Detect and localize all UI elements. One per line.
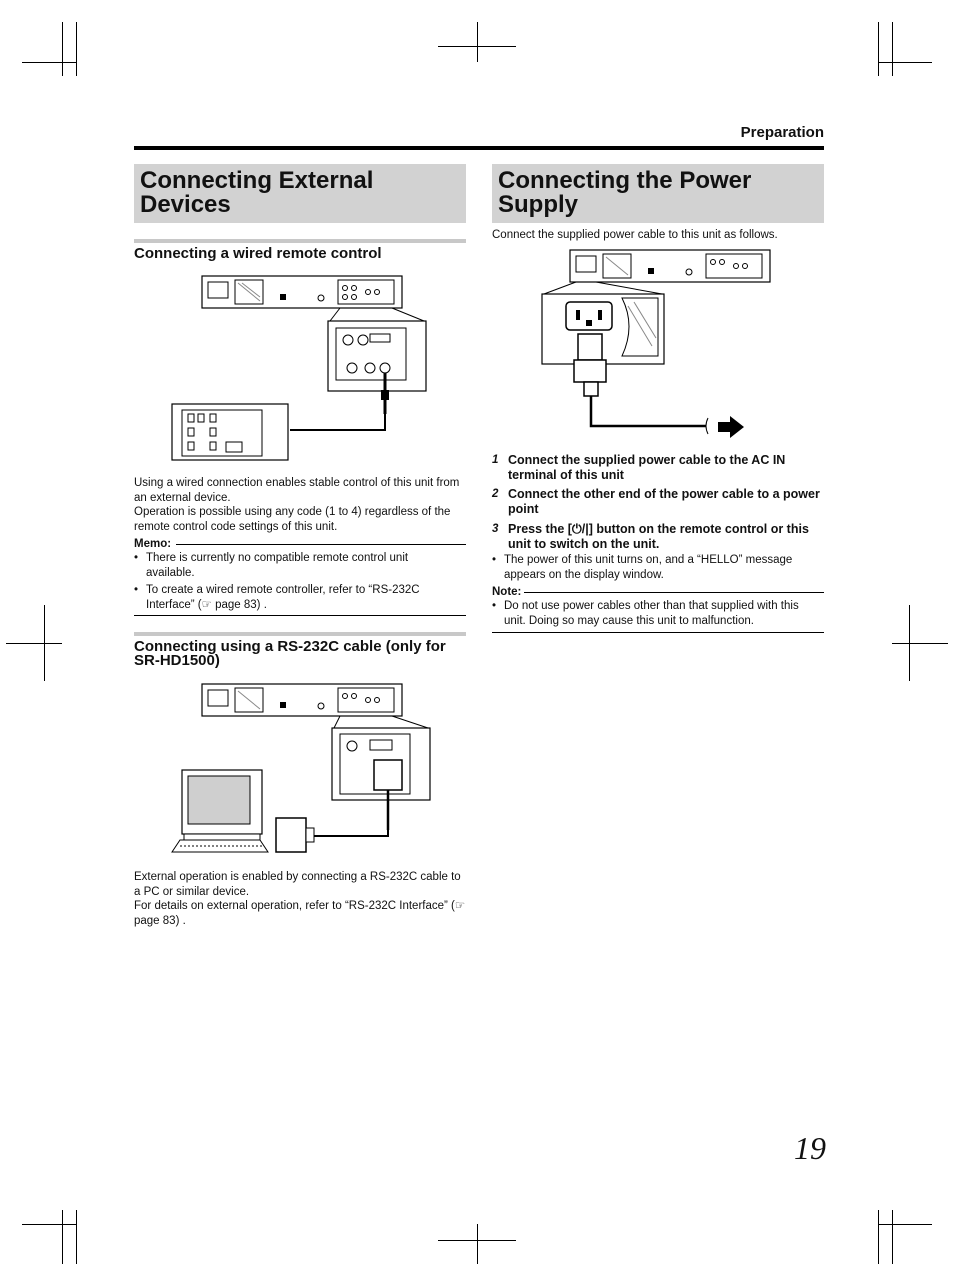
step-text: Connect the other end of the power cable to a power point	[508, 487, 820, 516]
step-number: 2	[492, 488, 499, 500]
step-text: Connect the supplied power cable to the AC IN terminal of this unit	[508, 453, 786, 482]
memo-item-text: To create a wired remote controller, refer to “RS-232C Interface” (☞ page 83) .	[146, 584, 420, 611]
memo-item-text: There is currently no compatible remote control unit available.	[146, 552, 409, 579]
crop-mark	[878, 1210, 879, 1264]
header-rule	[134, 146, 824, 150]
step-text: Press the [⏻/|] button on the remote control or this unit to switch on the unit.	[508, 522, 809, 551]
note-item-text: Do not use power cables other than that supplied with this unit. Doing so may cause this unit to malfunction.	[504, 600, 799, 627]
crop-mark	[892, 643, 948, 644]
page-number: 19	[794, 1130, 826, 1166]
bullet-dot: •	[492, 600, 497, 612]
memo-item	[134, 583, 466, 613]
crop-mark	[892, 1210, 893, 1264]
wired-remote-diagram	[170, 272, 432, 464]
sub2-heading: Connecting using a RS-232C cable (only for SR-HD1500)	[134, 638, 446, 669]
crop-mark	[62, 1210, 63, 1264]
memo-item	[134, 551, 466, 581]
sub1-text	[134, 476, 466, 534]
power-intro: Connect the supplied power cable to this unit as follows.	[492, 229, 778, 241]
crop-mark	[892, 22, 893, 76]
crop-mark	[878, 62, 932, 63]
sub2-para2: For details on external operation, refer to “RS-232C Interface” (☞ page 83) .	[134, 900, 466, 927]
power-cable-diagram	[538, 246, 778, 440]
crop-mark	[878, 1224, 932, 1225]
sub2-text	[134, 870, 466, 928]
note-rule	[524, 592, 824, 593]
step-number: 1	[492, 454, 499, 466]
step-item	[492, 453, 824, 483]
note-label: Note:	[492, 586, 522, 598]
step-number: 3	[492, 523, 499, 535]
crop-mark	[477, 1224, 478, 1264]
crop-mark	[62, 22, 63, 76]
sub1-rule	[134, 239, 466, 243]
sub2-rule	[134, 632, 466, 636]
bullet-dot: •	[492, 554, 497, 566]
memo-label: Memo:	[134, 538, 172, 550]
bullet-dot: •	[134, 584, 139, 596]
note-end-rule	[492, 632, 824, 633]
crop-mark	[6, 643, 62, 644]
memo-end-rule	[134, 615, 466, 616]
right-title: Connecting the Power Supply	[492, 164, 824, 223]
crop-mark	[76, 22, 77, 76]
sub1-heading: Connecting a wired remote control	[134, 245, 382, 262]
section-label: Preparation	[740, 124, 824, 141]
bullet-dot: •	[134, 552, 139, 564]
crop-mark	[22, 62, 76, 63]
crop-mark	[438, 1240, 516, 1241]
crop-mark	[438, 46, 516, 47]
step-item	[492, 522, 824, 552]
step-result	[492, 553, 824, 583]
crop-mark	[76, 1210, 77, 1264]
crop-mark	[878, 22, 879, 76]
step-item	[492, 487, 824, 517]
crop-mark	[22, 1224, 76, 1225]
note-item	[492, 599, 824, 629]
sub1-para2: Operation is possible using any code (1 to 4) regardless of the remote control code settings of this unit.	[134, 506, 451, 533]
sub1-para1: Using a wired connection enables stable control of this unit from an external device.	[134, 477, 460, 504]
crop-mark	[477, 22, 478, 62]
memo-rule	[176, 544, 466, 545]
rs232c-diagram	[164, 680, 436, 860]
step-result-text: The power of this unit turns on, and a “HELLO” message appears on the display window.	[504, 554, 793, 581]
left-title: Connecting External Devices	[134, 164, 466, 223]
sub2-para1: External operation is enabled by connecting a RS-232C cable to a PC or similar device.	[134, 871, 461, 898]
